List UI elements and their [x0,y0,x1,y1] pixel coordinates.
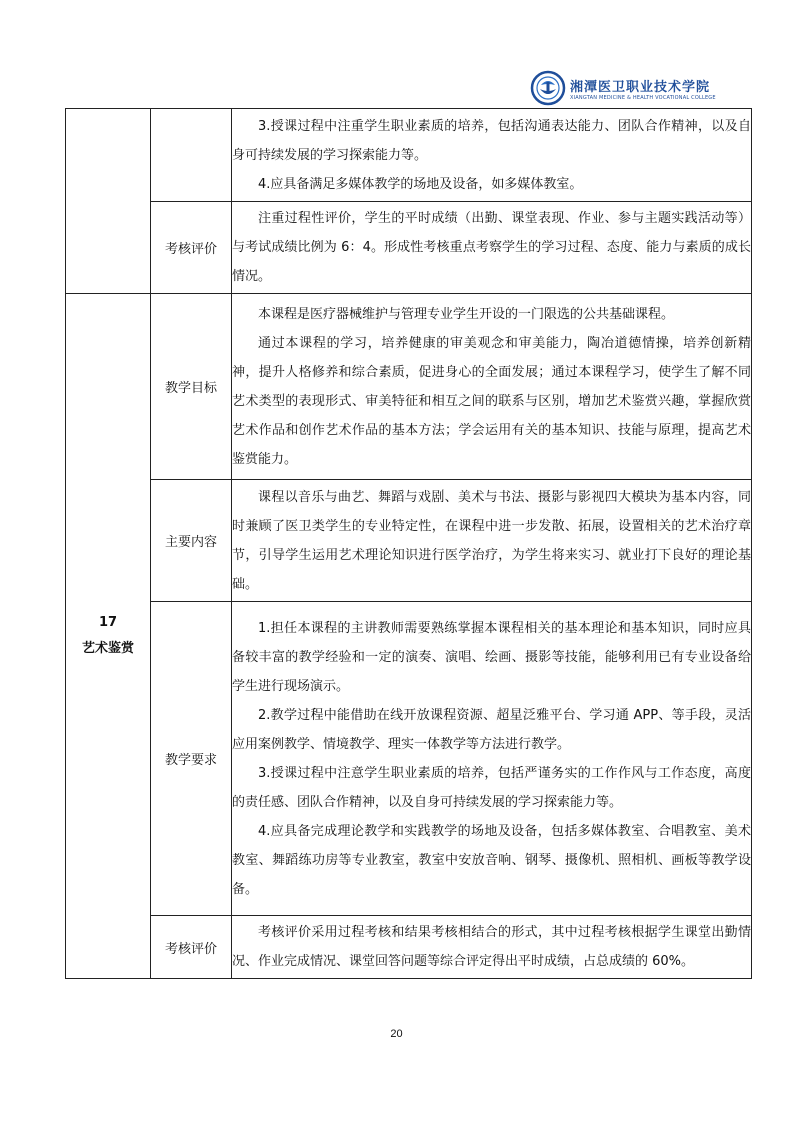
course-number: 17 [98,615,118,630]
college-name-cn: 湘潭医卫职业技术学院 [570,80,711,95]
course-id-cell [66,294,151,979]
table-row [66,602,752,916]
prev-requirements-content [232,109,752,202]
college-name-en: XIANGTAN MEDICINE & HEALTH VOCATIONAL COLLEGE [570,95,716,101]
college-emblem-icon [530,70,566,106]
requirements-content [232,602,752,916]
prev-assessment-content [232,202,752,294]
paragraph: 3.授课过程中注意学生职业素质的培养，包括严谨务实的工作作风与工作态度，高度的责任感、团队合作精神，以及自身可持续发展的学习探索能力等。 [232,765,751,810]
table-row [66,916,752,979]
assessment-content [232,916,752,979]
section-label: 考核评价 [151,916,232,979]
prev-requirements-label-cell [151,109,232,202]
paragraph: 4.应具备满足多媒体教学的场地及设备，如多媒体教室。 [258,176,583,192]
paragraph: 2.教学过程中能借助在线开放课程资源、超星泛雅平台、学习通 APP、等手段，灵活应用案例教学、情境教学、理实一体教学等方法进行教学。 [232,707,751,752]
prev-course-cell [66,109,151,294]
paragraph: 注重过程性评价，学生的平时成绩（出勤、课堂表现、作业、参与主题实践活动等）与考试成绩比例为 6：4。形成性考核重点考察学生的学习过程、态度、能力与素质的成长情况。 [232,211,751,284]
paragraph: 课程以音乐与曲艺、舞蹈与戏剧、美术与书法、摄影与影视四大模块为基本内容，同时兼顾了医卫类学生的专业特定性，在课程中进一步发散、拓展，设置相关的艺术治疗章节，引导学生运用艺术理论知识进行医学治疗，为学生将来实习、就业打下良好的理论基础。 [232,489,751,592]
table-row [66,480,752,602]
table-row [66,294,752,480]
section-label: 主要内容 [151,480,232,602]
course-table [65,108,752,979]
paragraph: 本课程是医疗器械维护与管理专业学生开设的一门限选的公共基础课程。 [258,306,675,322]
course-name: 艺术鉴赏 [81,641,134,656]
section-label: 教学要求 [151,602,232,916]
table-row [66,202,752,294]
paragraph: 1.担任本课程的主讲教师需要熟练掌握本课程相关的基本理论和基本知识，同时应具备较丰富的教学经验和一定的演奏、演唱、绘画、摄影等技能，能够利用已有专业设备给学生进行现场演示。 [232,620,751,694]
table-row [66,109,752,202]
section-label: 教学目标 [151,294,232,480]
section-label: 考核评价 [151,202,232,294]
paragraph: 4.应具备完成理论教学和实践教学的场地及设备，包括多媒体教室、合唱教室、美术教室、舞蹈练功房等专业教室，教室中安放音响、钢琴、摄像机、照相机、画板等教学设备。 [232,823,751,897]
page-number: 20 [390,1028,403,1040]
paragraph: 通过本课程的学习，培养健康的审美观念和审美能力，陶冶道德情操，培养创新精神，提升人格修养和综合素质，促进身心的全面发展；通过本课程学习，使学生了解不同艺术类型的表现形式、审美特征和相互之间的联系与区别，增加艺术鉴赏兴趣，掌握欣赏艺术作品和创作艺术作品的基本方法；学会运用有关的基本知识、技能与原理，提高艺术鉴赏能力。 [232,335,751,467]
college-logo [530,70,730,110]
paragraph: 3.授课过程中注重学生职业素质的培养，包括沟通表达能力、团队合作精神，以及自身可持续发展的学习探索能力等。 [232,118,751,163]
objectives-content [232,294,752,480]
paragraph: 考核评价采用过程考核和结果考核相结合的形式，其中过程考核根据学生课堂出勤情况、作业完成情况、课堂回答问题等综合评定得出平时成绩，占总成绩的 60%。 [232,925,751,969]
main-content-content [232,480,752,602]
